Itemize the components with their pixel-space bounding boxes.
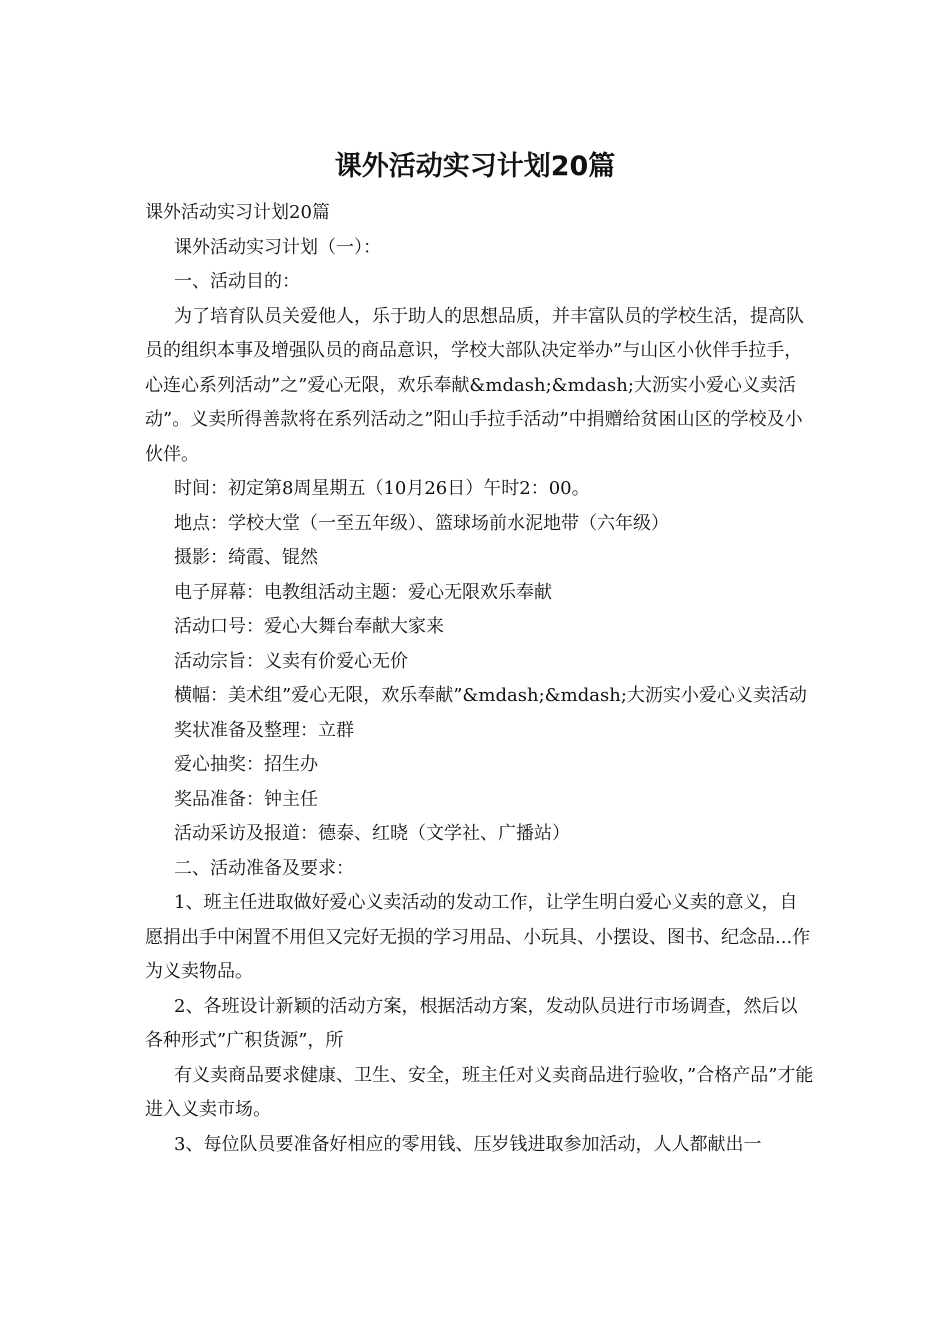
body-paragraph: 为了培育队员关爱他人，乐于助人的思想品质，并丰富队员的学校生活，提高队员的组织本事及增强队员的商品意识，学校大部队决定举办”与山区小伙伴手拉手，心连心系列活动”之”爱心无限，欢乐奉献&mdash;&mdash;大沥实小爱心义卖活动”。义卖所得善款将在系列活动之”阳山手拉手活动”中捐赠给贫困山区的学校及小伙伴。 — [145, 305, 804, 465]
body-paragraph: 3、每位队员要准备好相应的零用钱、压岁钱进取参加活动，人人都献出一 — [174, 1133, 762, 1155]
body-paragraph: 1、班主任进取做好爱心义卖活动的发动工作，让学生明白爱心义卖的意义，自愿捐出手中闲置不用但又完好无损的学习用品、小玩具、小摆设、图书、纪念品...作为义卖物品。 — [145, 892, 811, 982]
body-paragraph: 一、活动目的： — [174, 271, 300, 292]
document-title: 课外活动实习计划20篇 — [334, 151, 616, 182]
body-paragraph: 活动宗旨：义卖有价爱心无价 — [174, 650, 408, 672]
body-paragraph: 爱心抽奖：招生办 — [174, 754, 318, 775]
body-paragraph: 活动口号：爱心大舞台奉献大家来 — [174, 616, 444, 637]
body-paragraph: 二、活动准备及要求： — [174, 857, 354, 879]
body-paragraph: 电子屏幕：电教组活动主题：爱心无限欢乐奉献 — [174, 581, 552, 603]
body-paragraph: 奖状准备及整理：立群 — [174, 719, 354, 741]
body-paragraph: 时间：初定第8周星期五（10月26日）午时2：00。 — [174, 478, 590, 499]
body-paragraph: 课外活动实习计划20篇 — [145, 202, 330, 223]
body-paragraph: 活动采访及报道：德泰、红晓（文学社、广播站） — [174, 823, 570, 844]
body-paragraph: 有义卖商品要求健康、卫生、安全，班主任对义卖商品进行验收，”合格产品”才能进入义卖市场。 — [145, 1064, 814, 1120]
document-body — [145, 196, 815, 1162]
body-paragraph: 横幅：美术组”爱心无限，欢乐奉献”&mdash;&mdash;大沥实小爱心义卖活动 — [174, 685, 807, 706]
body-paragraph: 奖品准备：钟主任 — [174, 788, 318, 810]
body-paragraph: 地点：学校大堂（一至五年级）、篮球场前水泥地带（六年级） — [174, 512, 669, 534]
body-paragraph: 2、各班设计新颖的活动方案，根据活动方案，发动队员进行市场调查，然后以各种形式”广积货源”，所 — [145, 995, 798, 1051]
body-paragraph: 摄影：绮霞、锟然 — [174, 547, 318, 568]
body-paragraph: 课外活动实习计划（一）： — [174, 236, 381, 258]
